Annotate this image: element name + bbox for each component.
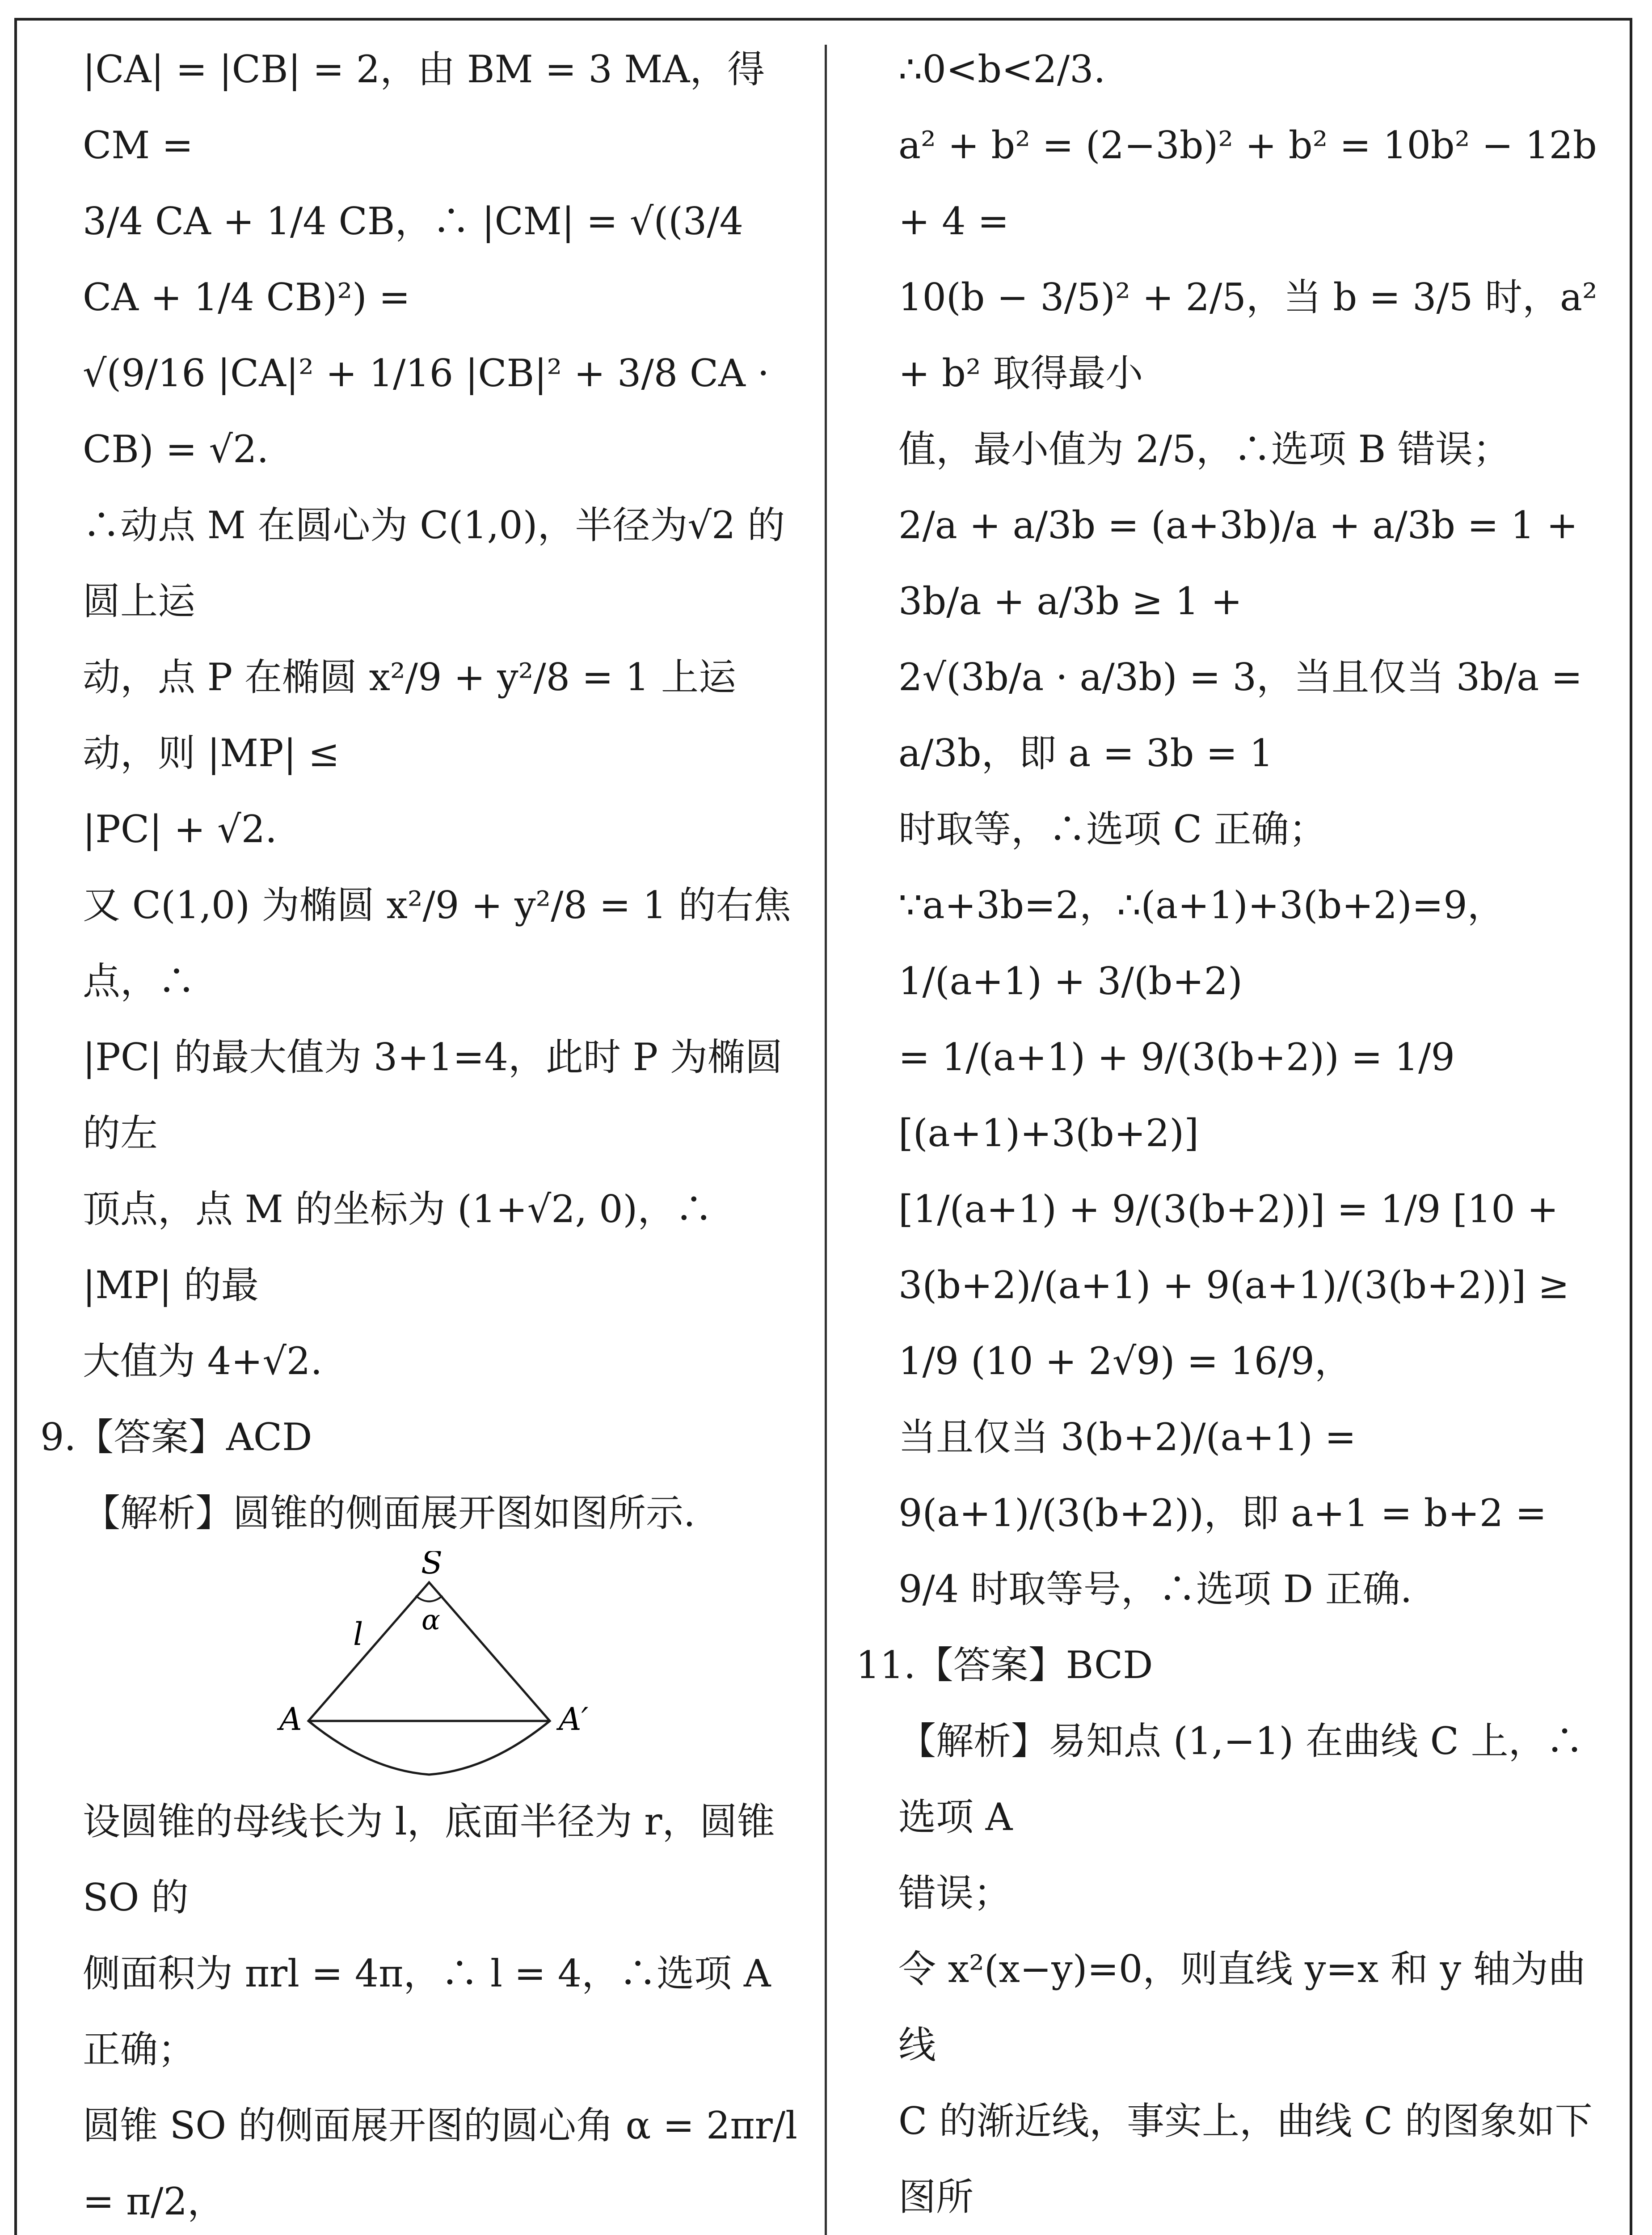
text-line: = 1/(a+1) + 9/(3(b+2)) = 1/9 [(a+1)+3(b+2)] [898,1035,1455,1155]
text-line: 令 x²(x−y)=0，则直线 y=x 和 y 轴为曲线 [898,1947,1586,2067]
text-line: |CA| = |CB| = 2，由 BM = 3 MA，得 CM = [83,47,765,167]
text-line: 侧面积为 πrl = 4π，∴ l = 4，∴选项 A 正确； [83,1952,771,2071]
sector-diagram [40,1551,809,1784]
text-line: √(9/16 |CA|² + 1/16 |CB|² + 3/8 CA · CB) = √2. [83,351,770,471]
column-divider [825,45,827,2235]
text-line: a² + b² = (2−3b)² + b² = 10b² − 12b + 4 = [898,123,1597,243]
left-column [40,31,809,2235]
text-line: C 的渐近线，事实上，曲线 C 的图象如下图所 [898,2099,1593,2219]
label-alpha: α [421,1603,440,1636]
text-line: 时取等，∴选项 C 正确； [898,807,1327,851]
text-line: [1/(a+1) + 9/(3(b+2))] = 1/9 [10 + 3(b+2)/(a+1) + 9(a+1)/(3(b+2))] ≥ [898,1187,1570,1307]
text-line: 2/a + a/3b = (a+3b)/a + a/3b = 1 + 3b/a + a/3b ≥ 1 + [898,503,1578,623]
q11-answer: 11.【答案】BCD [856,1643,1153,1687]
text-line: 错误； [898,1871,1011,1915]
text-line: 2√(3b/a · a/3b) = 3，当且仅当 3b/a = a/3b，即 a = 3b = 1 [898,655,1583,775]
text-line: 9/4 时取等号，∴选项 D 正确. [898,1567,1412,1611]
text-line: 大值为 4+√2. [83,1339,323,1383]
text-line: 3/4 CA + 1/4 CB，∴ |CM| = √((3/4 CA + 1/4 CB)²) = [83,199,744,319]
label-a-prime: A′ [559,1701,589,1737]
text-line: ∴0<b<2/3. [898,47,1106,91]
text-line: 值，最小值为 2/5，∴选项 B 错误； [898,427,1511,471]
label-a: A [279,1701,302,1737]
label-l: l [353,1616,363,1653]
text-line: 动，点 P 在椭圆 x²/9 + y²/8 = 1 上运动，则 |MP| ≤ [83,655,737,775]
text-line: 10(b − 3/5)² + 2/5，当 b = 3/5 时，a² + b² 取得最小 [898,275,1597,395]
q9-analysis-head: 【解析】圆锥的侧面展开图如图所示. [83,1491,695,1535]
q9-answer: 9.【答案】ACD [40,1415,312,1459]
right-column [856,31,1616,2235]
text-line: 【解析】易知点 (1,−1) 在曲线 C 上，∴选项 A [898,1719,1584,1839]
text-line: 当且仅当 3(b+2)/(a+1) = 9(a+1)/(3(b+2))，即 a+1 = b+2 = [898,1415,1547,1535]
cone-unfolding-figure [40,1551,809,1784]
text-line: ∵a+3b=2，∴(a+1)+3(b+2)=9，1/(a+1) + 3/(b+2) [898,883,1505,1003]
text-line: 顶点，点 M 的坐标为 (1+√2, 0)，∴ |MP| 的最 [83,1187,713,1307]
text-line: 又 C(1,0) 为椭圆 x²/9 + y²/8 = 1 的右焦点，∴ [83,883,791,1003]
text-line: |PC| 的最大值为 3+1=4，此时 P 为椭圆的左 [83,1035,783,1155]
label-s: S [421,1551,442,1581]
text-line: 圆锥 SO 的侧面展开图的圆心角 α = 2πr/l = π/2， [83,2104,797,2223]
text-line: ∴动点 M 在圆心为 C(1,0)，半径为√2 的圆上运 [83,503,785,623]
text-line: 1/9 (10 + 2√9) = 16/9， [898,1339,1352,1383]
text-line: |PC| + √2. [83,807,277,851]
text-line: 设圆锥的母线长为 l，底面半径为 r，圆锥 SO 的 [83,1800,775,1919]
